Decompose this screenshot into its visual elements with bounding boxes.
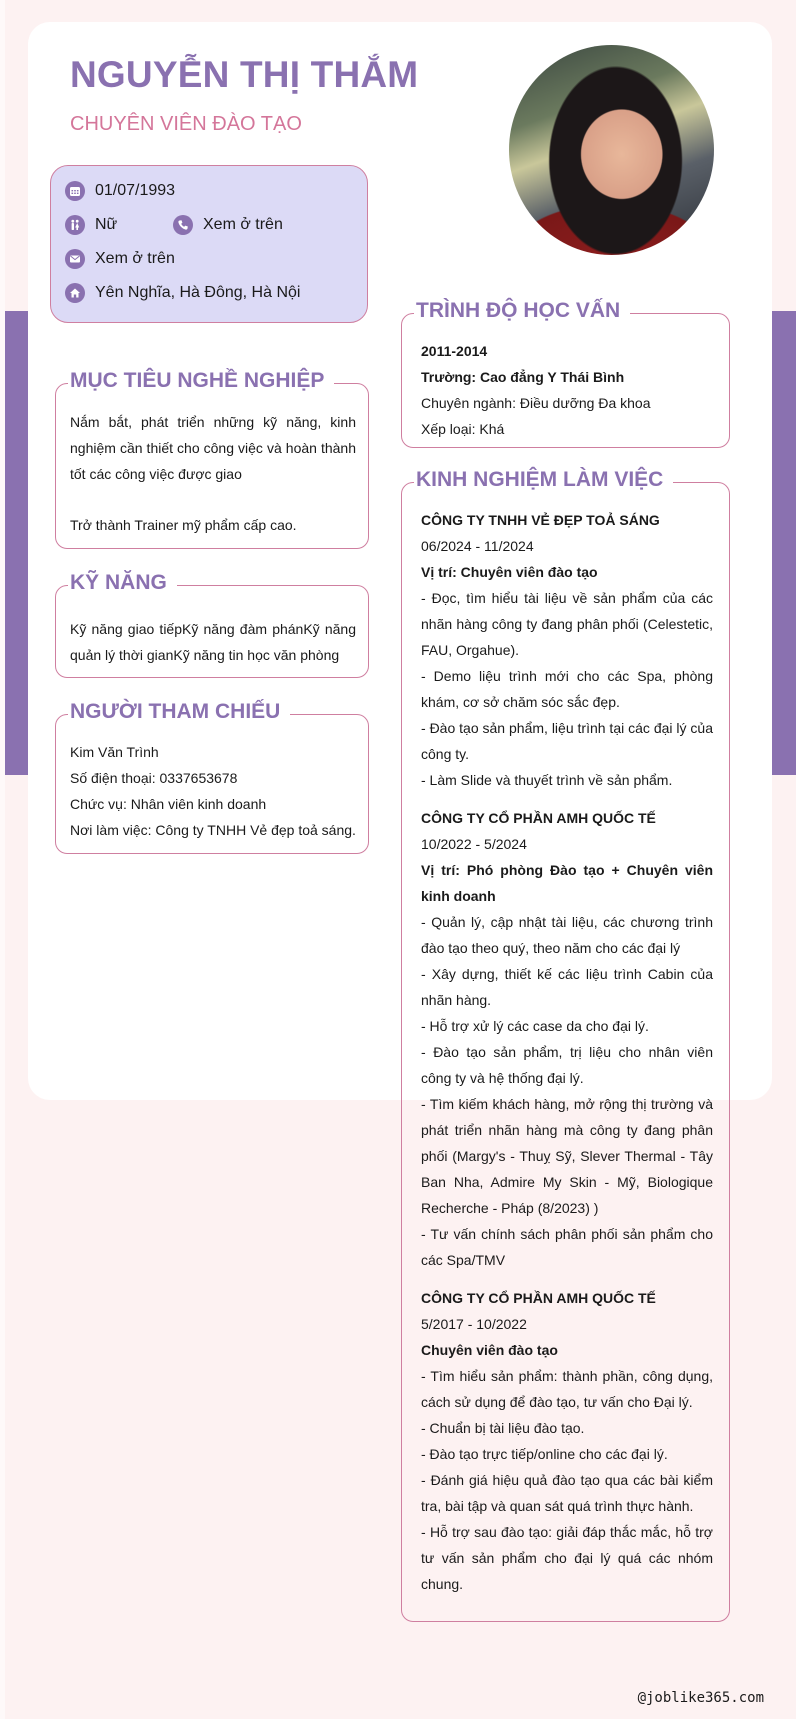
- contact-address: Yên Nghĩa, Hà Đông, Hà Nội: [95, 284, 301, 301]
- reference-name: Kim Văn Trình: [70, 744, 159, 760]
- job-duty: - Chuẩn bị tài liệu đào tạo.: [421, 1420, 585, 1436]
- job-position: Chuyên viên đào tạo: [421, 1342, 558, 1358]
- education-heading: TRÌNH ĐỘ HỌC VẤN: [414, 297, 630, 325]
- gender-icon: [65, 215, 85, 235]
- job-company: CÔNG TY TNHH VẺ ĐẸP TOẢ SÁNG: [421, 512, 660, 528]
- references-list: [70, 739, 360, 843]
- watermark: @joblike365.com: [637, 1690, 764, 1706]
- education-period: 2011-2014: [421, 343, 488, 359]
- job-duty: - Đánh giá hiệu quả đào tạo qua các bài kiểm tra, bài tập và quan sát quá trình thực hành.: [421, 1472, 713, 1514]
- education-rank: Xếp loại: Khá: [421, 421, 505, 437]
- job-entry: [421, 1285, 713, 1597]
- contact-birthday: 01/07/1993: [95, 182, 176, 199]
- job-period: 5/2017 - 10/2022: [421, 1316, 527, 1332]
- phone-icon: [173, 215, 193, 235]
- experience-section: [401, 468, 730, 1622]
- job-duty: - Đào tạo trực tiếp/online cho các đại lý.: [421, 1446, 668, 1462]
- page-edge: [0, 0, 5, 1719]
- candidate-name: NGUYỄN THỊ THẮM: [70, 54, 419, 95]
- education-section: [401, 299, 730, 448]
- job-duty: - Làm Slide và thuyết trình về sản phẩm.: [421, 772, 673, 788]
- contact-address-row: [65, 283, 300, 303]
- objective-paragraph-1: Nắm bắt, phát triển những kỹ năng, kinh nghiệm cần thiết cho công việc và hoàn thành tốt các công việc được giao: [70, 414, 356, 482]
- job-duty: - Đọc, tìm hiểu tài liệu về sản phẩm của các nhãn hàng công ty đang phân phối (Celestetic, FAU, Orgahue).: [421, 590, 713, 658]
- home-icon: [65, 283, 85, 303]
- job-duty: - Hỗ trợ xử lý các case da cho đại lý.: [421, 1018, 649, 1034]
- objective-paragraph-2: Trở thành Trainer mỹ phẩm cấp cao.: [70, 517, 297, 533]
- avatar-photo: [509, 45, 714, 255]
- job-period: 06/2024 - 11/2024: [421, 538, 534, 554]
- reference-workplace: Nơi làm việc: Công ty TNHH Vẻ đẹp toả sáng.: [70, 822, 356, 838]
- job-duty: - Đào tạo sản phẩm, trị liệu cho nhân viên công ty và hệ thống đại lý.: [421, 1044, 713, 1086]
- experience-heading: KINH NGHIỆM LÀM VIỆC: [414, 466, 673, 494]
- experience-list: [421, 507, 713, 1609]
- objective-heading: MỤC TIÊU NGHỀ NGHIỆP: [68, 367, 334, 395]
- job-duty: - Xây dựng, thiết kế các liệu trình Cabin của nhãn hàng.: [421, 966, 713, 1008]
- reference-position: Chức vụ: Nhân viên kinh doanh: [70, 796, 267, 812]
- job-position: Vị trí: Phó phòng Đào tạo + Chuyên viên kinh doanh: [421, 862, 713, 904]
- job-duty: - Hỗ trợ sau đào tạo: giải đáp thắc mắc, hỗ trợ tư vấn sản phẩm cho đại lý quá các nhóm chung.: [421, 1524, 713, 1592]
- contact-info-box: [50, 165, 368, 323]
- calendar-icon: [65, 181, 85, 201]
- education-school: Trường: Cao đẳng Y Thái Bình: [421, 369, 625, 385]
- job-position: Vị trí: Chuyên viên đào tạo: [421, 564, 598, 580]
- job-company: CÔNG TY CỔ PHẦN AMH QUỐC TẾ: [421, 1290, 656, 1306]
- job-entry: [421, 507, 713, 793]
- job-duty: - Tư vấn chính sách phân phối sản phẩm cho các Spa/TMV: [421, 1226, 713, 1268]
- references-heading: NGƯỜI THAM CHIẾU: [68, 698, 290, 726]
- job-company: CÔNG TY CỔ PHẦN AMH QUỐC TẾ: [421, 810, 656, 826]
- job-entry: [421, 805, 713, 1273]
- candidate-title: CHUYÊN VIÊN ĐÀO TẠO: [70, 113, 302, 135]
- job-duty: - Tìm hiểu sản phẩm: thành phần, công dụng, cách sử dụng để đào tạo, tư vấn cho Đại lý.: [421, 1368, 713, 1410]
- job-duty: - Demo liệu trình mới cho các Spa, phòng khám, cơ sở chăm sóc sắc đẹp.: [421, 668, 713, 710]
- decorative-band-right: [772, 311, 796, 775]
- contact-birthday-row: [65, 181, 175, 201]
- education-details: [421, 338, 713, 442]
- decorative-band-left: [5, 311, 29, 775]
- job-duty: - Tìm kiếm khách hàng, mở rộng thị trường và phát triển nhãn hàng mà công ty đang phân phối (Margy's - Thuỵ Sỹ, Slever Thermal - Tây Ban Nha, Admire My Skin - Mỹ, Biologique Recherche - Pháp (8/2023) ): [421, 1096, 713, 1216]
- job-duty: - Đào tạo sản phẩm, liệu trình tại các đại lý của công ty.: [421, 720, 713, 762]
- email-icon: [65, 249, 85, 269]
- contact-gender: Nữ: [95, 216, 118, 233]
- skills-section: [55, 571, 369, 678]
- skills-text: Kỹ năng giao tiếpKỹ năng đàm phánKỹ năng quản lý thời gianKỹ năng tin học văn phòng: [70, 621, 356, 663]
- job-period: 10/2022 - 5/2024: [421, 836, 527, 852]
- contact-gender-row: [65, 215, 117, 235]
- job-duty: - Quản lý, cập nhật tài liệu, các chương trình đào tạo theo quý, theo năm cho các đại lý: [421, 914, 713, 956]
- contact-email: Xem ở trên: [95, 250, 175, 267]
- reference-phone: Số điện thoại: 0337653678: [70, 770, 238, 786]
- contact-email-row: [65, 249, 175, 269]
- contact-phone-row: [173, 215, 283, 235]
- contact-phone: Xem ở trên: [203, 216, 283, 233]
- references-section: [55, 700, 369, 854]
- education-major: Chuyên ngành: Điều dưỡng Đa khoa: [421, 395, 651, 411]
- skills-heading: KỸ NĂNG: [68, 569, 177, 597]
- objective-section: [55, 369, 369, 549]
